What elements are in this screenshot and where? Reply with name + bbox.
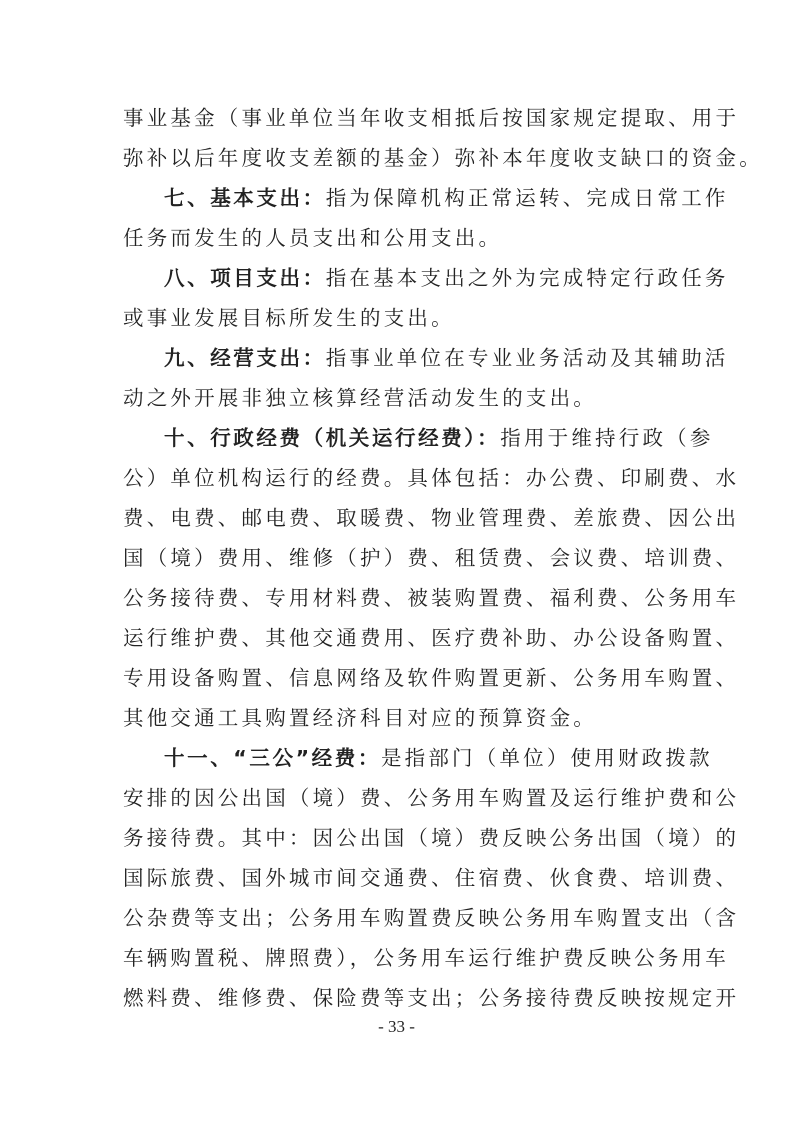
section-heading-line-11 — [164, 738, 713, 778]
paragraph-line: 弥补以后年度收支差额的基金）弥补本年度收支缺口的资金。 — [123, 146, 763, 170]
paragraph-line: 动之外开展非独立核算经营活动发生的支出。 — [123, 386, 597, 410]
section-heading-line-9 — [164, 338, 729, 378]
section-text: 是指部门（单位）使用财政拨款 — [380, 746, 713, 770]
paragraph-line: 燃料费、维修费、保险费等支出；公务接待费反映按规定开 — [123, 986, 740, 1010]
section-term: 十、行政经费（机关运行经费）： — [164, 426, 501, 450]
section-text: 指在基本支出之外为完成特定行政任务 — [325, 266, 729, 290]
section-term: 九、经营支出： — [164, 346, 326, 370]
section-text: 指事业单位在专业业务活动及其辅助活 — [325, 346, 729, 370]
paragraph-line: 务接待费。其中：因公出国（境）费反映公务出国（境）的 — [123, 826, 740, 850]
paragraph-line: 或事业发展目标所发生的支出。 — [123, 306, 455, 330]
section-heading-line-7 — [164, 178, 729, 218]
paragraph-line: 公务接待费、专用材料费、被装购置费、福利费、公务用车 — [123, 586, 740, 610]
section-heading-line-8 — [164, 258, 729, 298]
paragraph-line: 车辆购置税、牌照费），公务用车运行维护费反映公务用车 — [123, 946, 729, 970]
paragraph-line: 任务而发生的人员支出和公用支出。 — [123, 226, 503, 250]
section-text: 指用于维持行政（参 — [500, 426, 714, 450]
paragraph-line: 公杂费等支出；公务用车购置费反映公务用车购置支出（含 — [123, 906, 740, 930]
paragraph-line: 公）单位机构运行的经费。具体包括：办公费、印刷费、水 — [123, 466, 740, 490]
paragraph-line: 安排的因公出国（境）费、公务用车购置及运行维护费和公 — [123, 786, 740, 810]
paragraph-line: 运行维护费、其他交通费用、医疗费补助、办公设备购置、 — [123, 626, 740, 650]
paragraph-line: 其他交通工具购置经济科目对应的预算资金。 — [123, 706, 597, 730]
paragraph-line: 国（境）费用、维修（护）费、租赁费、会议费、培训费、 — [123, 546, 740, 570]
section-term: 八、项目支出： — [164, 266, 326, 290]
paragraph-line: 事业基金（事业单位当年收支相抵后按国家规定提取、用于 — [123, 106, 740, 130]
page-number: - 33 - — [378, 1017, 415, 1036]
section-heading-line-10 — [164, 418, 714, 458]
paragraph-line: 专用设备购置、信息网络及软件购置更新、公务用车购置、 — [123, 666, 740, 690]
section-text: 指为保障机构正常运转、完成日常工作 — [325, 186, 729, 210]
paragraph-line: 费、电费、邮电费、取暖费、物业管理费、差旅费、因公出 — [123, 506, 740, 530]
section-term: 十一、“三公”经费： — [164, 746, 381, 770]
paragraph-line: 国际旅费、国外城市间交通费、住宿费、伙食费、培训费、 — [123, 866, 740, 890]
section-term: 七、基本支出： — [164, 186, 326, 210]
